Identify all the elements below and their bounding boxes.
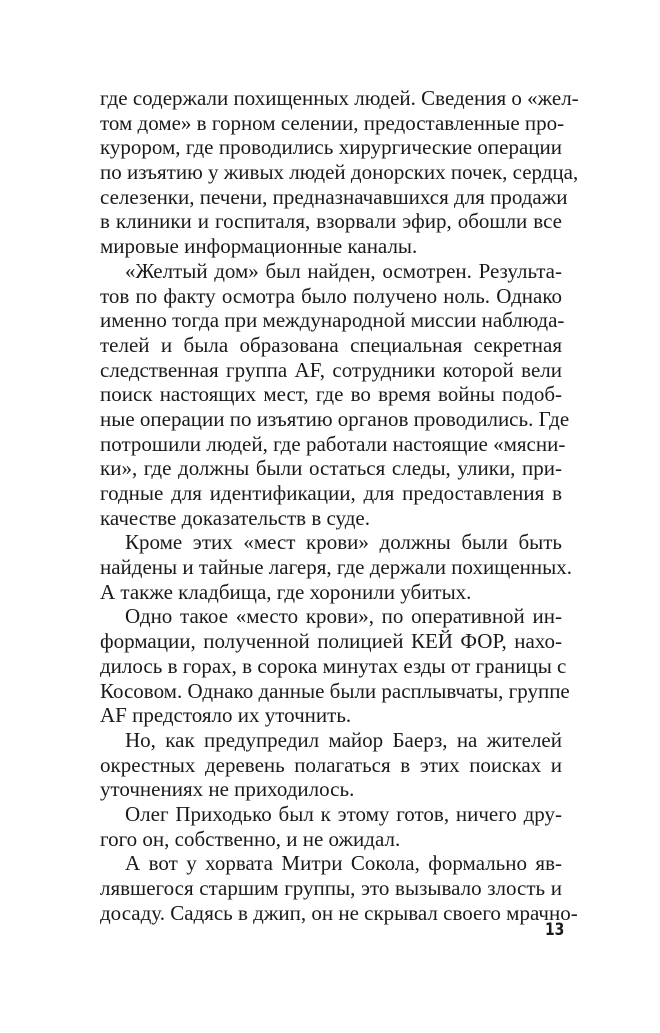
text-line: мировые информационные каналы. xyxy=(100,234,418,259)
text-line: в клиники и госпиталя, взорвали эфир, обошли все xyxy=(100,209,562,234)
page-text-block xyxy=(100,86,579,925)
text-line: А также кладбища, где хоронили убитых. xyxy=(100,579,472,604)
text-line: уточнениях не приходилось. xyxy=(100,777,355,802)
text-line: досаду. Садясь в джип, он не скрывал своего мрачно- xyxy=(100,900,578,925)
text-line: поиск настоящих мест, где во время войны подоб- xyxy=(100,382,562,407)
text-line: том доме» в горном селении, предоставленные про- xyxy=(100,110,565,135)
text-line: Косовом. Однако данные были расплывчаты, группе xyxy=(100,678,570,703)
text-line: годные для идентификации, для предоставления в xyxy=(100,481,562,505)
text-line: Одно такое «место крови», по оперативной ин- xyxy=(125,604,562,629)
text-line: Но, как предупредил майор Баерз, на жителей xyxy=(125,727,562,752)
text-line: дилось в горах, в сорока минутах езды от границы с xyxy=(100,653,567,678)
text-line: Олег Приходько был к этому готов, ничего дру- xyxy=(125,801,562,826)
text-line: лявшегося старшим группы, это вызывало злость и xyxy=(100,876,562,900)
text-line: следственная группа AF, сотрудники которой вели xyxy=(100,357,562,382)
text-line: курором, где проводились хирургические операции xyxy=(100,135,562,160)
text-line: именно тогда при международной миссии наблюда- xyxy=(100,308,565,333)
text-line: по изъятию у живых людей донорских почек, сердца, xyxy=(100,160,579,185)
text-line: качестве доказательств в суде. xyxy=(100,505,370,530)
text-line: тов по факту осмотра было получено ноль. Однако xyxy=(100,283,562,308)
text-line: найдены и тайные лагеря, где держали похищенных. xyxy=(100,555,573,580)
text-line: «Желтый дом» был найден, осмотрен. Результа- xyxy=(125,258,562,283)
text-line: где содержали похищенных людей. Сведения о «жел- xyxy=(100,86,579,110)
text-line: потрошили людей, где работали настоящие «мясни- xyxy=(100,431,566,456)
text-line: AF предстояло их уточнить. xyxy=(100,703,352,728)
text-line: гого он, собственно, и не ожидал. xyxy=(100,826,401,851)
text-line: телей и была образована специальная секретная xyxy=(100,332,562,357)
text-line: А вот у хорвата Митри Сокола, формально яв- xyxy=(125,851,562,876)
text-line: окрестных деревень полагаться в этих поисках и xyxy=(100,752,562,777)
page-number: 13 xyxy=(544,920,565,940)
text-line: Кроме этих «мест крови» должны были быть xyxy=(125,530,562,555)
text-line: селезенки, печени, предназначавшихся для продажи xyxy=(100,184,568,209)
text-line: формации, полученной полицией КЕЙ ФОР, нахо- xyxy=(100,629,562,654)
text-line: ки», где должны были остаться следы, улики, при- xyxy=(100,456,562,481)
text-line: ные операции по изъятию органов проводились. Где xyxy=(100,406,570,431)
